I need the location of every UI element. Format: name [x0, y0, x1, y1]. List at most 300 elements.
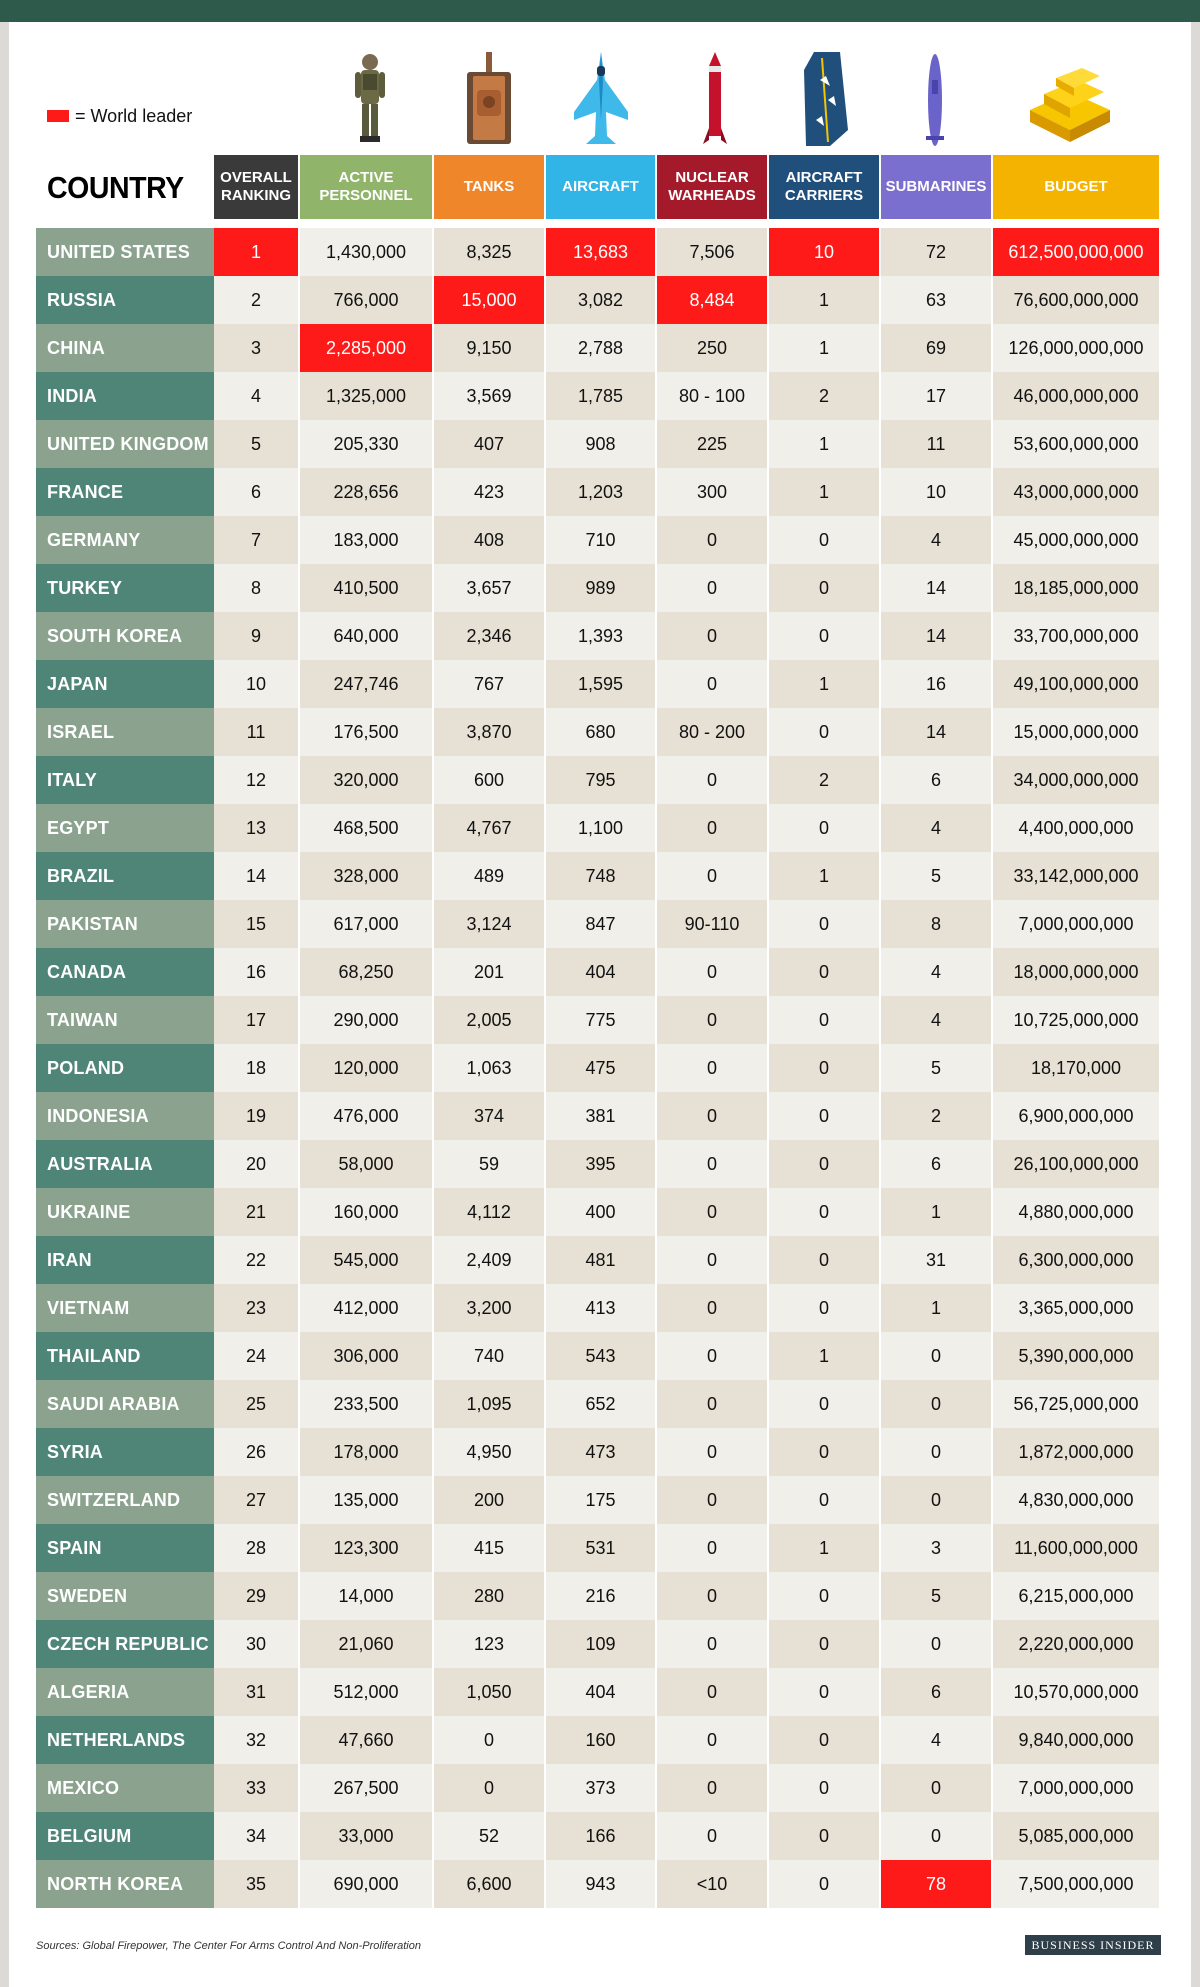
cell-tanks: 0 [434, 1764, 544, 1812]
table-row [0, 756, 1200, 804]
country-name: CHINA [36, 324, 214, 372]
cell-carriers: 0 [769, 1092, 879, 1140]
cell-aircraft: 473 [546, 1428, 655, 1476]
cell-personnel: 410,500 [300, 564, 432, 612]
country-name: BRAZIL [36, 852, 214, 900]
cell-carriers: 0 [769, 804, 879, 852]
cell-carriers: 0 [769, 900, 879, 948]
cell-budget: 76,600,000,000 [993, 276, 1159, 324]
table-row [0, 612, 1200, 660]
cell-tanks: 3,870 [434, 708, 544, 756]
cell-rank: 2 [214, 276, 298, 324]
cell-rank: 10 [214, 660, 298, 708]
cell-tanks: 767 [434, 660, 544, 708]
cell-personnel: 123,300 [300, 1524, 432, 1572]
cell-personnel: 690,000 [300, 1860, 432, 1908]
cell-subs: 4 [881, 948, 991, 996]
cell-warheads: 0 [657, 1284, 767, 1332]
cell-personnel: 412,000 [300, 1284, 432, 1332]
cell-subs: 10 [881, 468, 991, 516]
cell-personnel: 178,000 [300, 1428, 432, 1476]
cell-subs: 17 [881, 372, 991, 420]
cell-aircraft: 175 [546, 1476, 655, 1524]
cell-rank: 33 [214, 1764, 298, 1812]
cell-carriers: 0 [769, 996, 879, 1044]
cell-rank: 3 [214, 324, 298, 372]
cell-carriers: 0 [769, 1764, 879, 1812]
cell-warheads: 8,484 [657, 276, 767, 324]
cell-personnel: 228,656 [300, 468, 432, 516]
cell-aircraft: 381 [546, 1092, 655, 1140]
cell-warheads: 0 [657, 756, 767, 804]
table-row [0, 900, 1200, 948]
cell-budget: 6,900,000,000 [993, 1092, 1159, 1140]
cell-tanks: 3,124 [434, 900, 544, 948]
cell-personnel: 766,000 [300, 276, 432, 324]
cell-subs: 0 [881, 1620, 991, 1668]
cell-rank: 34 [214, 1812, 298, 1860]
cell-tanks: 415 [434, 1524, 544, 1572]
cell-warheads: 0 [657, 1764, 767, 1812]
table-row [0, 324, 1200, 372]
cell-budget: 2,220,000,000 [993, 1620, 1159, 1668]
cell-personnel: 120,000 [300, 1044, 432, 1092]
cell-personnel: 58,000 [300, 1140, 432, 1188]
table-row [0, 948, 1200, 996]
cell-subs: 0 [881, 1428, 991, 1476]
cell-rank: 31 [214, 1668, 298, 1716]
table-row [0, 1092, 1200, 1140]
cell-aircraft: 1,203 [546, 468, 655, 516]
cell-carriers: 0 [769, 1812, 879, 1860]
cell-subs: 6 [881, 1140, 991, 1188]
cell-carriers: 0 [769, 1620, 879, 1668]
cell-rank: 7 [214, 516, 298, 564]
cell-aircraft: 1,595 [546, 660, 655, 708]
country-name: EGYPT [36, 804, 214, 852]
cell-subs: 69 [881, 324, 991, 372]
table-row [0, 1668, 1200, 1716]
cell-rank: 24 [214, 1332, 298, 1380]
cell-warheads: 250 [657, 324, 767, 372]
cell-budget: 7,000,000,000 [993, 900, 1159, 948]
country-name: RUSSIA [36, 276, 214, 324]
cell-personnel: 21,060 [300, 1620, 432, 1668]
cell-subs: 5 [881, 852, 991, 900]
cell-tanks: 423 [434, 468, 544, 516]
cell-subs: 0 [881, 1332, 991, 1380]
cell-warheads: 0 [657, 564, 767, 612]
cell-carriers: 0 [769, 1716, 879, 1764]
country-name: ISRAEL [36, 708, 214, 756]
cell-budget: 3,365,000,000 [993, 1284, 1159, 1332]
table-row [0, 1236, 1200, 1284]
tank-icon [459, 50, 519, 150]
cell-budget: 45,000,000,000 [993, 516, 1159, 564]
table-row [0, 1044, 1200, 1092]
cell-aircraft: 3,082 [546, 276, 655, 324]
header-personnel: ACTIVE PERSONNEL [300, 155, 432, 219]
cell-budget: 1,872,000,000 [993, 1428, 1159, 1476]
cell-aircraft: 166 [546, 1812, 655, 1860]
cell-personnel: 2,285,000 [300, 324, 432, 372]
cell-personnel: 468,500 [300, 804, 432, 852]
cell-subs: 1 [881, 1188, 991, 1236]
cell-aircraft: 1,785 [546, 372, 655, 420]
cell-aircraft: 989 [546, 564, 655, 612]
cell-subs: 0 [881, 1812, 991, 1860]
cell-rank: 35 [214, 1860, 298, 1908]
cell-budget: 10,725,000,000 [993, 996, 1159, 1044]
cell-warheads: 0 [657, 1188, 767, 1236]
cell-personnel: 205,330 [300, 420, 432, 468]
cell-rank: 16 [214, 948, 298, 996]
cell-subs: 4 [881, 1716, 991, 1764]
cell-personnel: 14,000 [300, 1572, 432, 1620]
cell-budget: 4,400,000,000 [993, 804, 1159, 852]
cell-carriers: 0 [769, 708, 879, 756]
cell-rank: 13 [214, 804, 298, 852]
cell-rank: 14 [214, 852, 298, 900]
cell-budget: 34,000,000,000 [993, 756, 1159, 804]
cell-personnel: 267,500 [300, 1764, 432, 1812]
cell-tanks: 52 [434, 1812, 544, 1860]
missile-icon [700, 50, 730, 150]
cell-tanks: 8,325 [434, 228, 544, 276]
cell-warheads: 0 [657, 1812, 767, 1860]
country-name: IRAN [36, 1236, 214, 1284]
cell-carriers: 0 [769, 1044, 879, 1092]
cell-personnel: 68,250 [300, 948, 432, 996]
cell-budget: 15,000,000,000 [993, 708, 1159, 756]
cell-warheads: 0 [657, 612, 767, 660]
table-row [0, 1380, 1200, 1428]
cell-rank: 17 [214, 996, 298, 1044]
table-row [0, 1764, 1200, 1812]
cell-warheads: 80 - 100 [657, 372, 767, 420]
cell-carriers: 0 [769, 1860, 879, 1908]
cell-budget: 5,085,000,000 [993, 1812, 1159, 1860]
sources-note: Sources: Global Firepower, The Center For Arms Control And Non-Proliferation [36, 1940, 421, 1952]
cell-personnel: 476,000 [300, 1092, 432, 1140]
top-bar [0, 0, 1200, 22]
cell-rank: 5 [214, 420, 298, 468]
cell-carriers: 10 [769, 228, 879, 276]
cell-subs: 2 [881, 1092, 991, 1140]
country-name: SWITZERLAND [36, 1476, 214, 1524]
cell-personnel: 160,000 [300, 1188, 432, 1236]
cell-budget: 5,390,000,000 [993, 1332, 1159, 1380]
cell-rank: 8 [214, 564, 298, 612]
cell-personnel: 47,660 [300, 1716, 432, 1764]
cell-aircraft: 395 [546, 1140, 655, 1188]
cell-subs: 11 [881, 420, 991, 468]
table-row [0, 1428, 1200, 1476]
header-aircraft: AIRCRAFT [546, 155, 655, 219]
cell-subs: 14 [881, 708, 991, 756]
cell-rank: 11 [214, 708, 298, 756]
jet-icon [570, 50, 632, 150]
cell-aircraft: 847 [546, 900, 655, 948]
cell-personnel: 328,000 [300, 852, 432, 900]
cell-rank: 26 [214, 1428, 298, 1476]
country-name: SAUDI ARABIA [36, 1380, 214, 1428]
cell-warheads: 0 [657, 1572, 767, 1620]
table-row [0, 276, 1200, 324]
cell-subs: 78 [881, 1860, 991, 1908]
cell-subs: 14 [881, 612, 991, 660]
cell-tanks: 59 [434, 1140, 544, 1188]
cell-aircraft: 748 [546, 852, 655, 900]
cell-personnel: 545,000 [300, 1236, 432, 1284]
table-row [0, 1716, 1200, 1764]
table-row [0, 372, 1200, 420]
cell-tanks: 2,409 [434, 1236, 544, 1284]
table-row [0, 708, 1200, 756]
table-row [0, 420, 1200, 468]
cell-budget: 10,570,000,000 [993, 1668, 1159, 1716]
cell-tanks: 4,112 [434, 1188, 544, 1236]
cell-budget: 46,000,000,000 [993, 372, 1159, 420]
country-name: INDIA [36, 372, 214, 420]
country-name: PAKISTAN [36, 900, 214, 948]
cell-tanks: 600 [434, 756, 544, 804]
cell-subs: 72 [881, 228, 991, 276]
cell-budget: 56,725,000,000 [993, 1380, 1159, 1428]
cell-warheads: 0 [657, 852, 767, 900]
cell-carriers: 0 [769, 1188, 879, 1236]
header-rank: OVERALL RANKING [214, 155, 298, 219]
country-name: VIETNAM [36, 1284, 214, 1332]
cell-tanks: 2,346 [434, 612, 544, 660]
cell-subs: 4 [881, 516, 991, 564]
column-icons [0, 50, 1200, 150]
cell-rank: 25 [214, 1380, 298, 1428]
cell-carriers: 0 [769, 948, 879, 996]
table-row [0, 996, 1200, 1044]
cell-budget: 4,880,000,000 [993, 1188, 1159, 1236]
country-name: SYRIA [36, 1428, 214, 1476]
cell-rank: 18 [214, 1044, 298, 1092]
cell-warheads: 7,506 [657, 228, 767, 276]
cell-carriers: 0 [769, 1236, 879, 1284]
table-row [0, 516, 1200, 564]
table-row [0, 468, 1200, 516]
cell-carriers: 1 [769, 420, 879, 468]
cell-personnel: 233,500 [300, 1380, 432, 1428]
cell-aircraft: 216 [546, 1572, 655, 1620]
cell-budget: 7,000,000,000 [993, 1764, 1159, 1812]
cell-budget: 11,600,000,000 [993, 1524, 1159, 1572]
cell-rank: 30 [214, 1620, 298, 1668]
cell-personnel: 617,000 [300, 900, 432, 948]
cell-subs: 1 [881, 1284, 991, 1332]
cell-rank: 27 [214, 1476, 298, 1524]
country-name: UNITED KINGDOM [36, 420, 214, 468]
country-name: TURKEY [36, 564, 214, 612]
cell-tanks: 408 [434, 516, 544, 564]
cell-aircraft: 404 [546, 1668, 655, 1716]
country-name: UNITED STATES [36, 228, 214, 276]
cell-personnel: 290,000 [300, 996, 432, 1044]
cell-subs: 5 [881, 1044, 991, 1092]
cell-rank: 28 [214, 1524, 298, 1572]
cell-carriers: 2 [769, 372, 879, 420]
cell-carriers: 0 [769, 1140, 879, 1188]
cell-budget: 7,500,000,000 [993, 1860, 1159, 1908]
cell-subs: 6 [881, 1668, 991, 1716]
cell-tanks: 6,600 [434, 1860, 544, 1908]
cell-warheads: 0 [657, 948, 767, 996]
cell-subs: 5 [881, 1572, 991, 1620]
cell-rank: 29 [214, 1572, 298, 1620]
cell-budget: 33,142,000,000 [993, 852, 1159, 900]
cell-aircraft: 1,100 [546, 804, 655, 852]
cell-rank: 4 [214, 372, 298, 420]
cell-aircraft: 543 [546, 1332, 655, 1380]
cell-warheads: 0 [657, 804, 767, 852]
cell-carriers: 0 [769, 1284, 879, 1332]
cell-aircraft: 160 [546, 1716, 655, 1764]
cell-aircraft: 475 [546, 1044, 655, 1092]
country-name: JAPAN [36, 660, 214, 708]
country-name: CZECH REPUBLIC [36, 1620, 214, 1668]
cell-aircraft: 2,788 [546, 324, 655, 372]
cell-tanks: 9,150 [434, 324, 544, 372]
cell-warheads: 0 [657, 1140, 767, 1188]
cell-tanks: 407 [434, 420, 544, 468]
country-name: CANADA [36, 948, 214, 996]
cell-tanks: 740 [434, 1332, 544, 1380]
cell-tanks: 2,005 [434, 996, 544, 1044]
cell-budget: 33,700,000,000 [993, 612, 1159, 660]
cell-tanks: 200 [434, 1476, 544, 1524]
cell-warheads: 300 [657, 468, 767, 516]
cell-tanks: 123 [434, 1620, 544, 1668]
cell-subs: 14 [881, 564, 991, 612]
cell-warheads: 90-110 [657, 900, 767, 948]
cell-warheads: 0 [657, 1236, 767, 1284]
cell-tanks: 3,569 [434, 372, 544, 420]
cell-budget: 6,300,000,000 [993, 1236, 1159, 1284]
cell-rank: 9 [214, 612, 298, 660]
gold-bars-icon [1020, 50, 1120, 150]
column-headers [0, 155, 1200, 219]
cell-rank: 19 [214, 1092, 298, 1140]
table-row [0, 1620, 1200, 1668]
country-name: MEXICO [36, 1764, 214, 1812]
header-warheads: NUCLEAR WARHEADS [657, 155, 767, 219]
cell-rank: 12 [214, 756, 298, 804]
table-row [0, 1860, 1200, 1908]
cell-tanks: 280 [434, 1572, 544, 1620]
cell-aircraft: 943 [546, 1860, 655, 1908]
country-name: SPAIN [36, 1524, 214, 1572]
cell-subs: 4 [881, 996, 991, 1044]
cell-carriers: 0 [769, 1428, 879, 1476]
cell-carriers: 1 [769, 1524, 879, 1572]
table-row [0, 804, 1200, 852]
cell-warheads: 0 [657, 1044, 767, 1092]
header-budget: BUDGET [993, 155, 1159, 219]
cell-carriers: 2 [769, 756, 879, 804]
cell-tanks: 1,095 [434, 1380, 544, 1428]
country-column-header: COUNTRY [47, 170, 184, 205]
cell-tanks: 4,950 [434, 1428, 544, 1476]
header-subs: SUBMARINES [881, 155, 991, 219]
cell-subs: 0 [881, 1380, 991, 1428]
cell-warheads: 0 [657, 1332, 767, 1380]
cell-aircraft: 531 [546, 1524, 655, 1572]
cell-budget: 53,600,000,000 [993, 420, 1159, 468]
country-name: ITALY [36, 756, 214, 804]
cell-carriers: 1 [769, 660, 879, 708]
cell-personnel: 176,500 [300, 708, 432, 756]
table-row [0, 660, 1200, 708]
cell-warheads: 0 [657, 660, 767, 708]
cell-warheads: 0 [657, 1380, 767, 1428]
brand-logo: BUSINESS INSIDER [1025, 1935, 1161, 1955]
cell-carriers: 1 [769, 324, 879, 372]
cell-aircraft: 652 [546, 1380, 655, 1428]
cell-carriers: 1 [769, 1332, 879, 1380]
cell-personnel: 306,000 [300, 1332, 432, 1380]
table-row [0, 1476, 1200, 1524]
cell-budget: 9,840,000,000 [993, 1716, 1159, 1764]
cell-personnel: 33,000 [300, 1812, 432, 1860]
cell-subs: 6 [881, 756, 991, 804]
country-name: POLAND [36, 1044, 214, 1092]
table-row [0, 852, 1200, 900]
cell-tanks: 1,063 [434, 1044, 544, 1092]
cell-rank: 21 [214, 1188, 298, 1236]
cell-carriers: 0 [769, 1668, 879, 1716]
cell-tanks: 201 [434, 948, 544, 996]
cell-subs: 8 [881, 900, 991, 948]
country-name: ALGERIA [36, 1668, 214, 1716]
cell-carriers: 0 [769, 1380, 879, 1428]
table-row [0, 1284, 1200, 1332]
cell-subs: 0 [881, 1764, 991, 1812]
country-name: SWEDEN [36, 1572, 214, 1620]
cell-rank: 15 [214, 900, 298, 948]
cell-personnel: 183,000 [300, 516, 432, 564]
cell-tanks: 1,050 [434, 1668, 544, 1716]
cell-warheads: 0 [657, 1620, 767, 1668]
cell-budget: 26,100,000,000 [993, 1140, 1159, 1188]
cell-tanks: 3,200 [434, 1284, 544, 1332]
country-name: SOUTH KOREA [36, 612, 214, 660]
country-name: GERMANY [36, 516, 214, 564]
cell-personnel: 135,000 [300, 1476, 432, 1524]
cell-warheads: 0 [657, 1668, 767, 1716]
cell-subs: 31 [881, 1236, 991, 1284]
table-row [0, 1572, 1200, 1620]
cell-carriers: 1 [769, 852, 879, 900]
cell-budget: 18,185,000,000 [993, 564, 1159, 612]
table-row [0, 1140, 1200, 1188]
country-name: INDONESIA [36, 1092, 214, 1140]
cell-carriers: 0 [769, 516, 879, 564]
cell-warheads: 0 [657, 1092, 767, 1140]
cell-warheads: 80 - 200 [657, 708, 767, 756]
country-name: BELGIUM [36, 1812, 214, 1860]
table-row [0, 1524, 1200, 1572]
cell-warheads: 225 [657, 420, 767, 468]
cell-carriers: 0 [769, 564, 879, 612]
cell-rank: 6 [214, 468, 298, 516]
cell-personnel: 320,000 [300, 756, 432, 804]
